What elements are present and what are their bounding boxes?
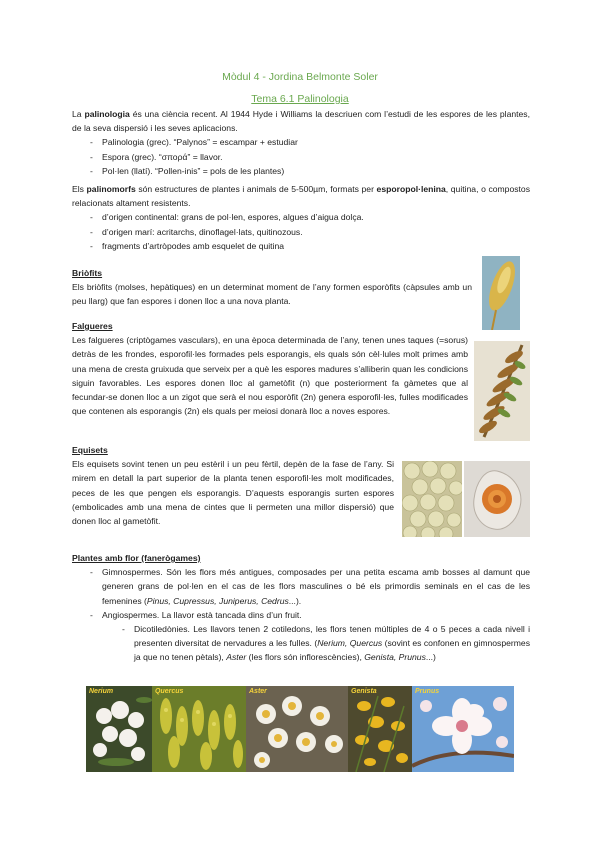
equisets-section <box>72 443 394 528</box>
prunus-image <box>412 686 514 772</box>
intro-section <box>72 107 530 253</box>
falgueres-section <box>72 319 468 418</box>
list-item: - d’origen marí: acritarchs, dinoflagel·lats, quitinozous. <box>72 225 530 239</box>
quercus-image <box>152 686 246 772</box>
angiospermes-item: - Angiospermes. La llavor està tancada dins d’un fruit. <box>72 608 530 622</box>
strip-label: Quercus <box>155 688 184 695</box>
briofits-section <box>72 266 472 309</box>
gimnospermes-item: - Gimnospermes. Són les flors més antigues, composades per una petita escama amb bosses al damunt que generen grans de pol·len en el cas de les flors masculines o bé els primordis seminals en el cas de les femenines (Pinus, Cupressus, Juniperus, Cedrus...). <box>72 565 530 608</box>
intro-bullets <box>72 135 530 178</box>
briofits-heading: Briòfits <box>72 268 103 278</box>
list-item: - fragments d’artròpodes amb esquelet de quitina <box>72 239 530 253</box>
plantes-bullets <box>72 565 530 622</box>
moss-capsule-image <box>482 256 520 330</box>
intro-paragraph: La palinologia és una ciència recent. Al 1944 Hyde i Williams la descriuen com l’estudi de les espores de les plantes, de la seva dispersió i les seves aplicacions. <box>72 109 530 134</box>
strip-label: Nerium <box>89 688 114 695</box>
palinomorfs-paragraph: Els palinomorfs són estructures de plantes i animals de 5-500µm, formats per esporopol·lenina, quitina, o compostos relacionats altament resistents. <box>72 184 530 209</box>
plantes-section <box>72 551 530 665</box>
topic-title: Tema 6.1 Palinologia <box>251 93 349 105</box>
nerium-image <box>86 686 152 772</box>
fern-frond-image <box>474 341 530 441</box>
genista-image <box>348 686 412 772</box>
list-item: - d’origen continental: grans de pol·len, espores, algues d’aigua dolça. <box>72 210 530 224</box>
falgueres-text: Les falgueres (criptògames vasculars), en una època determinada de l’any, tenen unes taques (=sorus) detràs de les frondes, esporofil·les formades pels esporangis, els quals són cèl·lules molt primes amb una mena de cresta gruixuda que serveix per a què les espores madures s’alliberin quan les condicions siguin favorables. Les espores donen lloc al gametòfit (n) que posteriorment fa gàmetes que al fecundar-se donen lloc a un zigot que serà el nou esporòfit (2n) genera esporofil·les, fulles modificades que contenen als esporangis (2n) els quals per meiosi donarà lloc a noves espores. <box>72 335 468 417</box>
strip-label: Genista <box>351 688 377 695</box>
dicotiledonies-item: - Dicotiledònies. Les llavors tenen 2 cotiledons, les flors tenen múltiples de 4 o 5 peces a cada nivell i presenten diversitat de nervadures a les fulles. (Nerium, Quercus (sovint es confonen en gimnospermes ja que no tenen pètals), Aster (les flors són inflorescències), Genista, Prunus...) <box>104 622 530 665</box>
palinomorfs-bullets <box>72 210 530 253</box>
plantes-heading: Plantes amb flor (fanerògames) <box>72 553 201 563</box>
list-item: - Espora (grec). “σπορά” = llavor. <box>72 150 530 164</box>
falgueres-heading: Falgueres <box>72 321 113 331</box>
aster-image <box>246 686 348 772</box>
module-header: Mòdul 4 - Jordina Belmonte Soler <box>222 71 378 83</box>
equisets-heading: Equisets <box>72 445 108 455</box>
strip-label: Aster <box>249 688 267 695</box>
list-item: - Pol·len (llatí). “Pollen-inis” = pols de les plantes) <box>72 164 530 178</box>
list-item: - Palinologia (grec). “Palynos” = escampar + estudiar <box>72 135 530 149</box>
angiospermes-subbullets <box>104 622 530 665</box>
strip-label: Prunus <box>415 688 440 695</box>
equisetum-strobilus-image <box>402 461 462 537</box>
equisets-text: Els equisets sovint tenen un peu estèril i un peu fèrtil, depèn de la fase de l’any. Si mirem en detall la part superior de la planta tenen esporofil·les molt modificades, peces de les que pengen els esporangis. D’aquests esporangis surten espores (embolicades amb una mena de cintes que li permeten una millor dispersió) que donen lloc al gametòfit. <box>72 459 394 527</box>
briofits-text: Els briòfits (molses, hepàtiques) en un determinat moment de l’any formen esporòfits (càpsules amb un peu llarg) que fan espores i donen lloc a una nova planta. <box>72 282 472 307</box>
equisetum-spore-image <box>464 461 530 537</box>
